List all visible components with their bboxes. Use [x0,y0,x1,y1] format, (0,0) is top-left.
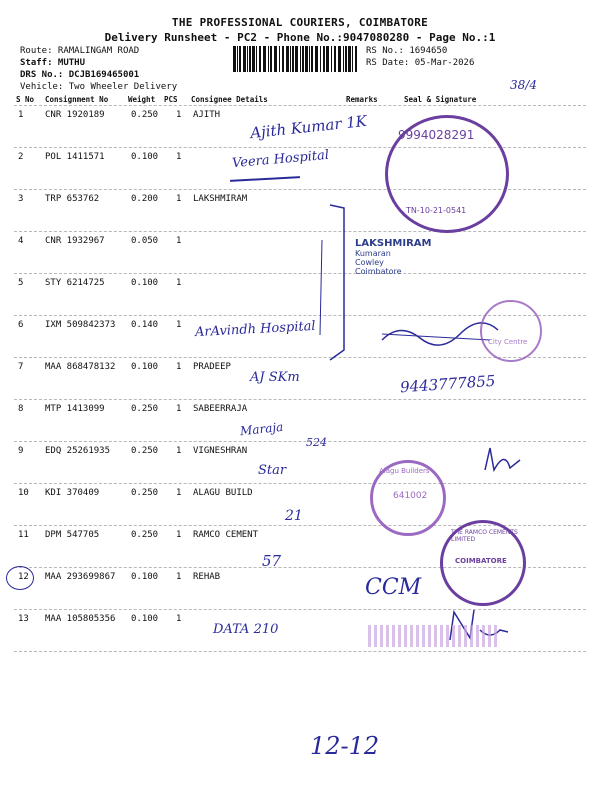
col-consignee: Consignee Details [191,95,268,104]
barcode-bar [292,46,294,72]
row-divider [14,483,586,484]
row-pcs: 1 [176,194,182,204]
barcode-bar [338,46,341,72]
row-pcs: 1 [176,320,182,330]
barcode-bar [259,46,261,72]
barcode-bar [263,46,266,72]
row-consignment: IXM 509842373 [45,320,116,330]
handwritten-r8: Maraja [239,419,284,439]
row-sno: 6 [18,320,24,330]
barcode-bar [282,46,284,72]
row-pcs: 1 [176,404,182,414]
row-weight: 0.100 [131,614,159,624]
row-sno: 5 [18,278,24,288]
seal-stamp-2 [355,238,465,298]
barcode-bar [334,46,336,72]
row-sno: 12 [18,572,29,582]
row-consignment: MAA 293699867 [45,572,116,582]
barcode-bar [326,46,329,72]
row-consignee: AJITH [193,110,221,120]
row-weight: 0.250 [131,404,159,414]
row-consignment: STY 6214725 [45,278,105,288]
stamp-2-line2: Cowley [355,258,384,267]
row-consignee: LAKSHMIRAM [193,194,248,204]
barcode-bar [320,46,321,72]
handwritten-r7: AJ SKm [250,370,300,385]
staff-label: Staff: MUTHU [20,58,86,68]
stamp-5-ring-text: THE RAMCO CEMENTS LIMITED [451,529,518,543]
seal-stamp-1 [385,115,509,233]
row-sno: 8 [18,404,24,414]
handwritten-r13: DATA 210 [213,622,279,637]
stamp-1-text: 9994028291 [398,128,475,142]
row-sno: 4 [18,236,24,246]
strike-mark [230,176,300,182]
barcode-bar [239,46,241,72]
barcode-bar [305,46,308,72]
barcode [233,46,359,72]
col-seal: Seal & Signature [404,95,477,104]
row-consignment: MAA 105805356 [45,614,116,624]
header-divider [14,105,586,106]
row-consignee: ALAGU BUILD [193,488,253,498]
row-sno: 7 [18,362,24,372]
barcode-bar [256,46,257,72]
barcode-bar [252,46,255,72]
barcode-bar [309,46,310,72]
row-weight: 0.250 [131,488,159,498]
barcode-bar [247,46,248,72]
row-pcs: 1 [176,152,182,162]
stamp-2-line1: Kumaran [355,249,391,258]
row-pcs: 1 [176,614,182,624]
row-consignment: TRP 653762 [45,194,100,204]
barcode-bar [274,46,277,72]
barcode-bar [345,46,347,72]
barcode-bar [243,46,246,72]
handwritten-r2: Veera Hospital [231,147,330,172]
barcode-bar [249,46,251,72]
row-pcs: 1 [176,572,182,582]
row-pcs: 1 [176,530,182,540]
handwritten-r6: ArAvindh Hospital [194,318,316,341]
corner-note: 38/4 [510,78,537,92]
row-sno: 2 [18,152,24,162]
row-divider [14,651,586,652]
handwritten-r1: Ajith Kumar 1K [249,111,368,143]
hand-bracket-mark [300,200,360,370]
row-consignee: RAMCO CEMENT [193,530,259,540]
handwritten-r8b: 524 [306,436,327,449]
row-sno: 1 [18,110,24,120]
row-consignment: EDQ 25261935 [45,446,111,456]
row-consignment: KDI 370409 [45,488,100,498]
signature-r9 [480,440,540,480]
rs-number: RS No.: 1694650 [366,46,448,56]
barcode-bar [311,46,313,72]
col-consignment: Consignment No [45,95,109,104]
stamp-5-text: COIMBATORE [455,557,507,565]
barcode-bar [343,46,344,72]
row-pcs: 1 [176,278,182,288]
barcode-bar [302,46,304,72]
row-weight: 0.250 [131,530,159,540]
handwritten-phone: 9443777855 [399,371,496,397]
row-pcs: 1 [176,110,182,120]
barcode-bar [300,46,301,72]
stamp-4-ring-text: Alagu Builders [379,467,430,475]
stamp-2-title: LAKSHMIRAM [355,238,432,249]
stamp-3-text: City Centre [488,338,528,346]
barcode-bar [279,46,280,72]
handwritten-footer: 12-12 [310,732,380,760]
row-sno: 11 [18,530,29,540]
row-weight: 0.100 [131,278,159,288]
row-consignment: CNR 1932967 [45,236,105,246]
stamp-1-ring-text: TN-10-21-0541 [406,206,467,215]
row-consignment: MTP 1413099 [45,404,105,414]
col-sno: S No [16,95,35,104]
handwritten-r10: 21 [285,508,303,524]
barcode-bar [268,46,269,72]
row-weight: 0.200 [131,194,159,204]
row-consignment: DPM 547705 [45,530,100,540]
barcode-bar [286,46,289,72]
faint-stamp-r13 [368,625,498,647]
row-pcs: 1 [176,488,182,498]
handwritten-r11: 57 [262,552,282,570]
route-label: Route: RAMALINGAM ROAD [20,46,140,56]
rs-date: RS Date: 05-Mar-2026 [366,58,475,68]
row-pcs: 1 [176,236,182,246]
row-divider [14,399,586,400]
row-weight: 0.100 [131,152,159,162]
stamp-4-text: 641002 [393,491,428,501]
barcode-bar [331,46,332,72]
row-sno: 9 [18,446,24,456]
barcode-bar [295,46,298,72]
barcode-bar [355,46,357,72]
handwritten-r12: CCM [365,575,422,600]
row-12-circle-mark [6,566,34,590]
row-pcs: 1 [176,362,182,372]
row-consignee: SABEERRAJA [193,404,248,414]
vehicle-label: Vehicle: Two Wheeler Delivery [20,82,178,92]
runsheet-title: Delivery Runsheet - PC2 - Phone No.:9047080280 - Page No.:1 [104,31,496,44]
row-sno: 13 [18,614,29,624]
row-weight: 0.100 [131,572,159,582]
barcode-bar [233,46,236,72]
row-sno: 10 [18,488,29,498]
row-weight: 0.140 [131,320,159,330]
row-consignee: REHAB [193,572,221,582]
col-weight: Weight [128,95,156,104]
row-consignment: POL 1411571 [45,152,105,162]
seal-stamp-3 [480,300,542,362]
row-weight: 0.050 [131,236,159,246]
company-title: THE PROFESSIONAL COURIERS, COIMBATORE [171,16,429,29]
seal-stamp-5 [440,520,526,606]
seal-stamp-4 [370,460,446,536]
handwritten-r9: Star [258,463,287,478]
row-pcs: 1 [176,446,182,456]
barcode-bar [348,46,351,72]
row-sno: 3 [18,194,24,204]
col-remarks: Remarks [346,95,378,104]
row-weight: 0.250 [131,446,159,456]
barcode-bar [290,46,291,72]
row-weight: 0.100 [131,362,159,372]
barcode-bar [352,46,353,72]
row-weight: 0.250 [131,110,159,120]
barcode-bar [270,46,272,72]
row-consignee: VIGNESHRAN [193,446,248,456]
barcode-bar [237,46,238,72]
barcode-bar [315,46,318,72]
barcode-bar [323,46,325,72]
col-pcs: PCS [164,95,178,104]
row-consignment: MAA 868478132 [45,362,116,372]
row-consignment: CNR 1920189 [45,110,105,120]
stamp-2-line3: Coimbatore [355,267,402,276]
drs-label: DRS No.: DCJB169465001 [20,70,140,80]
row-consignee: PRADEEP [193,362,231,372]
